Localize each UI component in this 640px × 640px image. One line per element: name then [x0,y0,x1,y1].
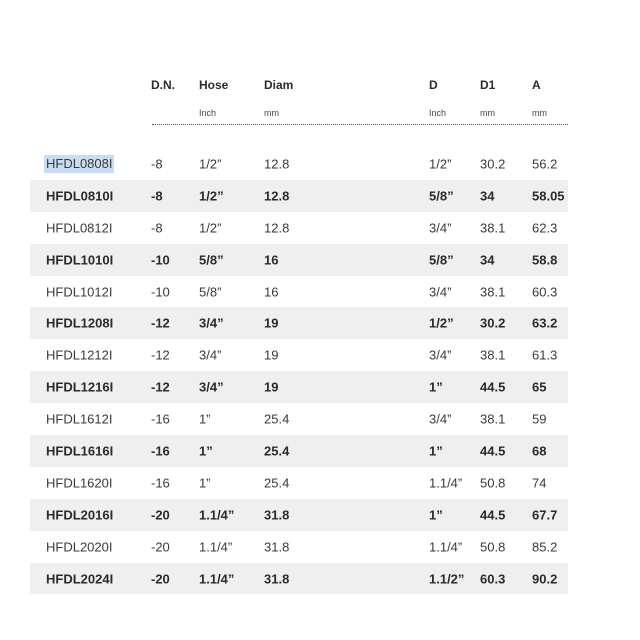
cell-diam: 25.4 [264,443,290,459]
cell-dn: -16 [151,411,170,427]
cell-a: 59 [532,411,547,427]
cell-d: 1/2” [429,315,454,331]
cell-dn: -12 [151,347,170,363]
cell-dn: -16 [151,443,170,459]
unit-d1: mm [480,108,495,118]
cell-dn: -8 [151,188,163,204]
header-a: A [532,78,541,92]
cell-code: HFDL1620I [46,475,113,491]
cell-d: 5/8” [429,252,454,268]
cell-diam: 12.8 [264,220,290,236]
cell-a: 62.3 [532,220,558,236]
cell-hose: 3/4” [199,347,222,363]
cell-a: 67.7 [532,507,558,523]
cell-code: HFDL2020I [46,539,113,555]
cell-dn: -8 [151,156,163,172]
header-hose: Hose [199,78,229,92]
cell-code: HFDL1216I [46,379,114,395]
cell-hose: 1/2” [199,188,224,204]
unit-hose: Inch [199,108,217,118]
cell-d1: 60.3 [480,571,506,587]
cell-dn: -10 [151,284,170,299]
cell-d1: 38.1 [480,347,506,363]
cell-a: 58.05 [532,188,565,204]
table-body [30,148,568,594]
cell-a: 61.3 [532,347,558,363]
cell-diam: 31.8 [264,507,290,523]
cell-dn: -20 [151,571,170,587]
cell-code: HFDL1012I [46,284,113,299]
cell-d: 3/4” [429,220,452,236]
cell-code-selected: HFDL0808I [46,155,113,171]
cell-code: HFDL1616I [46,443,114,459]
table-row [30,371,568,403]
cell-code: HFDL2016I [46,507,114,523]
cell-d: 1/2” [429,156,452,172]
table-row [30,467,568,499]
table-row [30,531,568,563]
table-row [30,563,568,595]
cell-dn: -20 [151,539,170,555]
cell-hose: 1.1/4” [199,571,235,587]
cell-a: 68 [532,443,547,459]
cell-code: HFDL0812I [46,220,113,236]
cell-a: 56.2 [532,156,558,172]
table-row [30,435,568,467]
dotted-divider [152,124,568,125]
cell-diam: 16 [264,252,279,268]
cell-hose: 3/4” [199,379,224,395]
header-dn: D.N. [151,78,175,92]
cell-a: 74 [532,475,547,491]
cell-d: 5/8” [429,188,454,204]
cell-hose: 1.1/4” [199,507,235,523]
cell-d: 1.1/2” [429,571,465,587]
cell-d1: 50.8 [480,475,506,491]
table-row [30,307,568,339]
cell-a: 60.3 [532,284,558,299]
cell-d: 1” [429,507,443,523]
cell-code: HFDL0810I [46,188,114,204]
cell-diam: 19 [264,347,279,363]
table-row [30,148,568,180]
cell-hose: 1” [199,443,213,459]
header-diam: Diam [264,78,294,92]
cell-diam: 19 [264,315,279,331]
cell-d: 1” [429,379,443,395]
cell-hose: 1.1/4” [199,539,233,555]
cell-d: 3/4” [429,347,452,363]
table-row [30,339,568,371]
cell-diam: 25.4 [264,411,290,427]
cell-hose: 1” [199,411,211,427]
cell-d1: 34 [480,188,495,204]
cell-hose: 1/2” [199,220,222,236]
units-row [30,100,568,120]
cell-d: 1.1/4” [429,475,463,491]
cell-dn: -10 [151,252,170,268]
cell-dn: -20 [151,507,170,523]
table-row [30,244,568,276]
header-d: D [429,78,438,92]
cell-d1: 30.2 [480,156,506,172]
cell-d1: 38.1 [480,411,506,427]
cell-hose: 5/8” [199,284,222,299]
cell-a: 58.8 [532,252,558,268]
cell-diam: 16 [264,284,279,299]
cell-a: 63.2 [532,315,558,331]
cell-d: 1.1/4” [429,539,463,555]
unit-a: mm [532,108,547,118]
table-row [30,499,568,531]
cell-hose: 5/8” [199,252,224,268]
table-row [30,180,568,212]
cell-dn: -12 [151,315,170,331]
table-row [30,403,568,435]
cell-d1: 38.1 [480,220,506,236]
cell-d1: 38.1 [480,284,506,299]
unit-diam: mm [264,108,279,118]
cell-diam: 19 [264,379,279,395]
unit-d: Inch [429,108,447,118]
table-row [30,212,568,244]
cell-diam: 31.8 [264,539,290,555]
cell-a: 65 [532,379,547,395]
cell-diam: 25.4 [264,475,290,491]
cell-d: 1” [429,443,443,459]
cell-code: HFDL1010I [46,252,114,268]
table-row [30,276,568,308]
cell-d1: 44.5 [480,507,506,523]
cell-d: 3/4” [429,284,452,299]
header-d1: D1 [480,78,496,92]
cell-d1: 34 [480,252,495,268]
cell-diam: 12.8 [264,156,290,172]
cell-dn: -12 [151,379,170,395]
cell-d1: 30.2 [480,315,506,331]
fittings-table [30,70,568,587]
cell-a: 85.2 [532,539,558,555]
cell-hose: 3/4” [199,315,224,331]
cell-dn: -8 [151,220,163,236]
cell-a: 90.2 [532,571,558,587]
cell-code: HFDL1212I [46,347,113,363]
cell-d1: 44.5 [480,443,506,459]
header-row [30,70,568,100]
cell-d1: 44.5 [480,379,506,395]
cell-code: HFDL1208I [46,315,114,331]
cell-d: 3/4” [429,411,452,427]
cell-hose: 1/2” [199,156,222,172]
cell-d1: 50.8 [480,539,506,555]
cell-diam: 31.8 [264,571,290,587]
cell-diam: 12.8 [264,188,290,204]
cell-dn: -16 [151,475,170,491]
cell-code: HFDL2024I [46,571,114,587]
cell-code: HFDL1612I [46,411,113,427]
cell-hose: 1” [199,475,211,491]
